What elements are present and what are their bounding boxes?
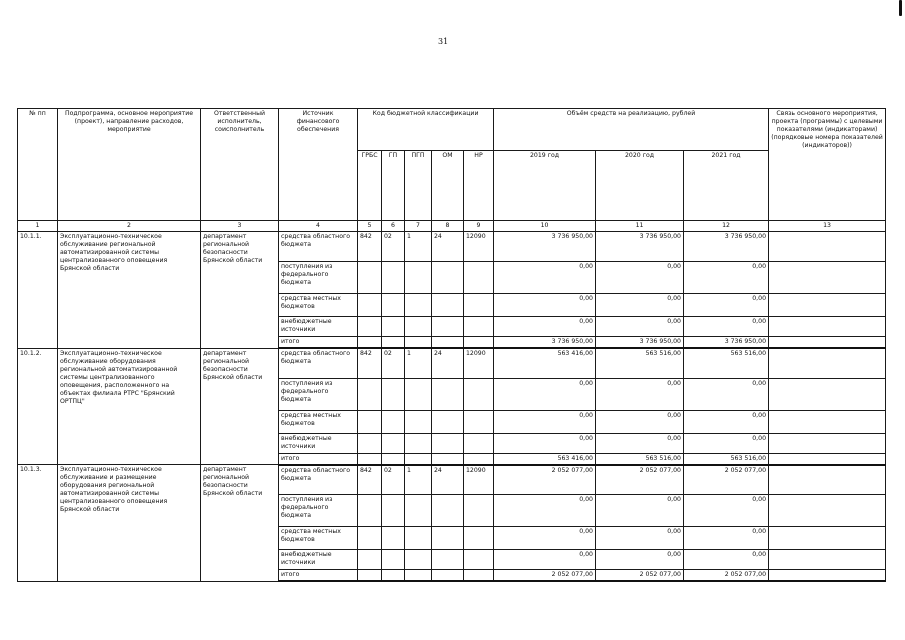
column-number: 10 (494, 221, 596, 232)
code-pgp (405, 433, 432, 453)
funding-source: поступления из федерального бюджета (279, 378, 358, 410)
value-2021: 0,00 (684, 433, 769, 453)
value-2020: 0,00 (596, 550, 684, 570)
code-pgp (405, 570, 432, 582)
executor-name: департамент региональной безопасности Брянской области (201, 465, 279, 582)
row-number: 10.1.2. (18, 348, 58, 465)
code-om (432, 294, 464, 317)
indicator-link (769, 465, 886, 495)
header-grbs: ГРБС (358, 151, 382, 221)
header-2019: 2019 год (494, 151, 596, 221)
row-number: 10.1.3. (18, 465, 58, 582)
indicator-link (769, 262, 886, 294)
value-2021: 0,00 (684, 378, 769, 410)
column-number: 13 (769, 221, 886, 232)
code-om (432, 262, 464, 294)
indicator-link (769, 317, 886, 337)
funding-source: итого (279, 453, 358, 465)
value-2021: 0,00 (684, 495, 769, 527)
indicator-link (769, 348, 886, 378)
code-pgp (405, 527, 432, 550)
indicator-link (769, 550, 886, 570)
value-2020: 0,00 (596, 294, 684, 317)
value-2020: 2 052 077,00 (596, 570, 684, 582)
header-gp: ГП (382, 151, 405, 221)
value-2019: 2 052 077,00 (494, 465, 596, 495)
column-number: 11 (596, 221, 684, 232)
code-grbs (358, 378, 382, 410)
value-2020: 3 736 950,00 (596, 337, 684, 349)
code-nr (464, 570, 494, 582)
funding-source: средства местных бюджетов (279, 527, 358, 550)
table-body (18, 232, 886, 582)
value-2019: 0,00 (494, 495, 596, 527)
header-budget-code: Код бюджетной классификации (358, 109, 494, 151)
code-pgp (405, 453, 432, 465)
value-2020: 3 736 950,00 (596, 232, 684, 262)
value-2019: 0,00 (494, 433, 596, 453)
table-row (18, 348, 886, 378)
value-2021: 0,00 (684, 527, 769, 550)
value-2020: 563 516,00 (596, 348, 684, 378)
value-2021: 563 516,00 (684, 453, 769, 465)
column-number: 8 (432, 221, 464, 232)
header-2020: 2020 год (596, 151, 684, 221)
code-om (432, 495, 464, 527)
code-nr (464, 378, 494, 410)
value-2020: 0,00 (596, 410, 684, 433)
funding-source: средства областного бюджета (279, 348, 358, 378)
indicator-link (769, 410, 886, 433)
code-pgp (405, 410, 432, 433)
code-nr (464, 433, 494, 453)
funding-source: средства областного бюджета (279, 465, 358, 495)
table-row (18, 232, 886, 262)
code-grbs (358, 527, 382, 550)
code-grbs (358, 495, 382, 527)
value-2020: 563 516,00 (596, 453, 684, 465)
code-nr (464, 410, 494, 433)
funding-source: средства областного бюджета (279, 232, 358, 262)
value-2020: 2 052 077,00 (596, 465, 684, 495)
value-2019: 3 736 950,00 (494, 337, 596, 349)
code-om: 24 (432, 465, 464, 495)
program-name: Эксплуатационно-техническое обслуживание региональной автоматизированной системы централизованного оповещения Брянской области (58, 232, 201, 349)
scan-edge-mark (899, 0, 902, 16)
code-grbs (358, 453, 382, 465)
code-om (432, 337, 464, 349)
code-nr (464, 453, 494, 465)
funding-source: средства местных бюджетов (279, 410, 358, 433)
header-om: ОМ (432, 151, 464, 221)
header-pgp: ПГП (405, 151, 432, 221)
code-pgp (405, 294, 432, 317)
column-number-row (18, 221, 886, 232)
code-om (432, 378, 464, 410)
header-num: № пп (18, 109, 58, 221)
column-number: 12 (684, 221, 769, 232)
value-2020: 0,00 (596, 317, 684, 337)
code-grbs (358, 294, 382, 317)
table-header (18, 109, 886, 232)
code-pgp: 1 (405, 465, 432, 495)
value-2021: 3 736 950,00 (684, 232, 769, 262)
header-nr: НР (464, 151, 494, 221)
column-number: 9 (464, 221, 494, 232)
value-2021: 0,00 (684, 317, 769, 337)
code-pgp: 1 (405, 348, 432, 378)
value-2021: 0,00 (684, 410, 769, 433)
code-gp: 02 (382, 232, 405, 262)
code-nr: 12090 (464, 232, 494, 262)
value-2019: 0,00 (494, 317, 596, 337)
code-grbs (358, 410, 382, 433)
value-2020: 0,00 (596, 495, 684, 527)
value-2019: 3 736 950,00 (494, 232, 596, 262)
indicator-link (769, 378, 886, 410)
column-number: 1 (18, 221, 58, 232)
header-source: Источник финансового обеспечения (279, 109, 358, 221)
indicator-link (769, 232, 886, 262)
value-2019: 0,00 (494, 527, 596, 550)
code-nr (464, 317, 494, 337)
code-nr (464, 527, 494, 550)
code-gp (382, 294, 405, 317)
column-number: 6 (382, 221, 405, 232)
code-om: 24 (432, 348, 464, 378)
indicator-link (769, 337, 886, 349)
funding-source: поступления из федерального бюджета (279, 262, 358, 294)
code-grbs (358, 550, 382, 570)
code-gp (382, 527, 405, 550)
code-pgp (405, 495, 432, 527)
code-gp: 02 (382, 465, 405, 495)
code-grbs (358, 337, 382, 349)
value-2019: 0,00 (494, 378, 596, 410)
code-grbs (358, 317, 382, 337)
indicator-link (769, 453, 886, 465)
code-grbs (358, 262, 382, 294)
code-nr (464, 495, 494, 527)
value-2020: 0,00 (596, 378, 684, 410)
value-2019: 563 416,00 (494, 453, 596, 465)
code-grbs: 842 (358, 465, 382, 495)
code-gp (382, 453, 405, 465)
code-pgp (405, 378, 432, 410)
code-gp (382, 262, 405, 294)
code-om (432, 527, 464, 550)
code-pgp (405, 317, 432, 337)
value-2020: 0,00 (596, 433, 684, 453)
value-2021: 2 052 077,00 (684, 570, 769, 582)
code-grbs: 842 (358, 348, 382, 378)
value-2019: 563 416,00 (494, 348, 596, 378)
header-link: Связь основного мероприятия, проекта (программы) с целевыми показателями (индикаторами) (порядковые номера показателей (индикаторов)) (769, 109, 886, 221)
code-pgp (405, 550, 432, 570)
value-2019: 0,00 (494, 294, 596, 317)
code-nr (464, 262, 494, 294)
code-gp (382, 317, 405, 337)
code-pgp: 1 (405, 232, 432, 262)
funding-source: средства местных бюджетов (279, 294, 358, 317)
indicator-link (769, 294, 886, 317)
code-gp (382, 550, 405, 570)
value-2021: 2 052 077,00 (684, 465, 769, 495)
code-om (432, 570, 464, 582)
program-name: Эксплуатационно-техническое обслуживание оборудования региональной автоматизированной системы централизованного оповещения, расположенного на объектах филиала РТРС "Брянский ОРТПЦ" (58, 348, 201, 465)
column-number: 2 (58, 221, 201, 232)
value-2019: 0,00 (494, 550, 596, 570)
indicator-link (769, 495, 886, 527)
indicator-link (769, 570, 886, 582)
budget-table (17, 108, 886, 582)
code-gp: 02 (382, 348, 405, 378)
code-nr (464, 337, 494, 349)
column-number: 5 (358, 221, 382, 232)
code-nr: 12090 (464, 465, 494, 495)
code-grbs (358, 570, 382, 582)
value-2021: 0,00 (684, 262, 769, 294)
value-2020: 0,00 (596, 262, 684, 294)
program-name: Эксплуатационно-техническое обслуживание и размещение оборудования региональной автоматизированной системы централизованного оповещения Брянской области (58, 465, 201, 582)
code-nr (464, 294, 494, 317)
code-om (432, 410, 464, 433)
funding-source: внебюджетные источники (279, 550, 358, 570)
indicator-link (769, 527, 886, 550)
code-gp (382, 410, 405, 433)
code-gp (382, 433, 405, 453)
header-executor: Ответственный исполнитель, соисполнитель (201, 109, 279, 221)
value-2019: 0,00 (494, 410, 596, 433)
value-2019: 2 052 077,00 (494, 570, 596, 582)
code-om (432, 550, 464, 570)
funding-source: итого (279, 337, 358, 349)
page-number: 31 (438, 37, 449, 46)
value-2020: 0,00 (596, 527, 684, 550)
value-2019: 0,00 (494, 262, 596, 294)
code-om: 24 (432, 232, 464, 262)
column-number: 4 (279, 221, 358, 232)
funding-source: внебюджетные источники (279, 317, 358, 337)
value-2021: 0,00 (684, 294, 769, 317)
code-pgp (405, 262, 432, 294)
header-program: Подпрограмма, основное мероприятие (проект), направление расходов, мероприятие (58, 109, 201, 221)
value-2021: 0,00 (684, 550, 769, 570)
code-gp (382, 570, 405, 582)
value-2021: 563 516,00 (684, 348, 769, 378)
code-nr: 12090 (464, 348, 494, 378)
value-2021: 3 736 950,00 (684, 337, 769, 349)
funding-source: поступления из федерального бюджета (279, 495, 358, 527)
column-number: 7 (405, 221, 432, 232)
funding-source: итого (279, 570, 358, 582)
code-gp (382, 495, 405, 527)
funding-source: внебюджетные источники (279, 433, 358, 453)
column-number: 3 (201, 221, 279, 232)
code-om (432, 453, 464, 465)
table-row (18, 465, 886, 495)
code-om (432, 317, 464, 337)
executor-name: департамент региональной безопасности Брянской области (201, 232, 279, 349)
code-gp (382, 337, 405, 349)
row-number: 10.1.1. (18, 232, 58, 349)
code-om (432, 433, 464, 453)
code-nr (464, 550, 494, 570)
code-gp (382, 378, 405, 410)
indicator-link (769, 433, 886, 453)
executor-name: департамент региональной безопасности Брянской области (201, 348, 279, 465)
header-2021: 2021 год (684, 151, 769, 221)
header-funds: Объём средств на реализацию, рублей (494, 109, 769, 151)
code-pgp (405, 337, 432, 349)
code-grbs: 842 (358, 232, 382, 262)
code-grbs (358, 433, 382, 453)
